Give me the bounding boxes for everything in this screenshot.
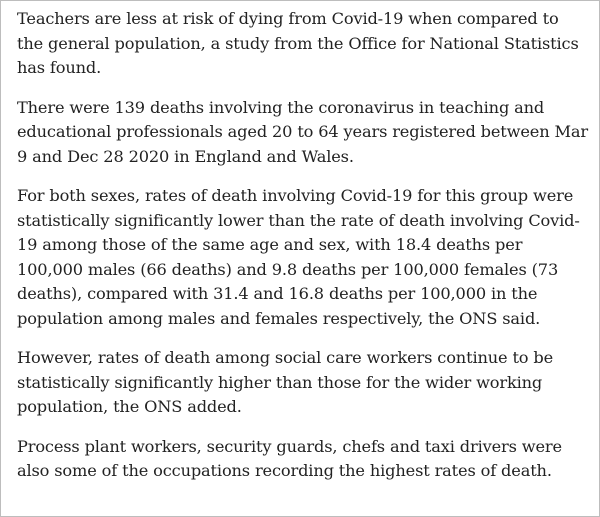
- article-paragraph-1: Teachers are less at risk of dying from Covid-19 when compared to the general population, a study from the Office for National Statistics has found.: [17, 9, 579, 77]
- article-paragraph-4: However, rates of death among social care workers continue to be statistically significantly higher than those for the wider working population, the ONS added.: [17, 348, 554, 416]
- article-paragraph-5: Process plant workers, security guards, chefs and taxi drivers were also some of the occupations recording the highest rates of death.: [17, 436, 562, 480]
- article-paragraph-3: For both sexes, rates of death involving Covid-19 for this group were statistically significantly lower than the rate of death involving Covid-19 among those of the same age and sex, with 18.4 deaths per 100,000 males (66 deaths) and 9.8 deaths per 100,000 females (73 deaths), compared with 31.4 and 16.8 deaths per 100,000 in the population among males and females respectively, the ONS said.: [17, 186, 580, 328]
- article-body: [17, 7, 589, 484]
- article-paragraph-2: There were 139 deaths involving the coronavirus in teaching and educational professionals aged 20 to 64 years registered between Mar 9 and Dec 28 2020 in England and Wales.: [17, 97, 588, 166]
